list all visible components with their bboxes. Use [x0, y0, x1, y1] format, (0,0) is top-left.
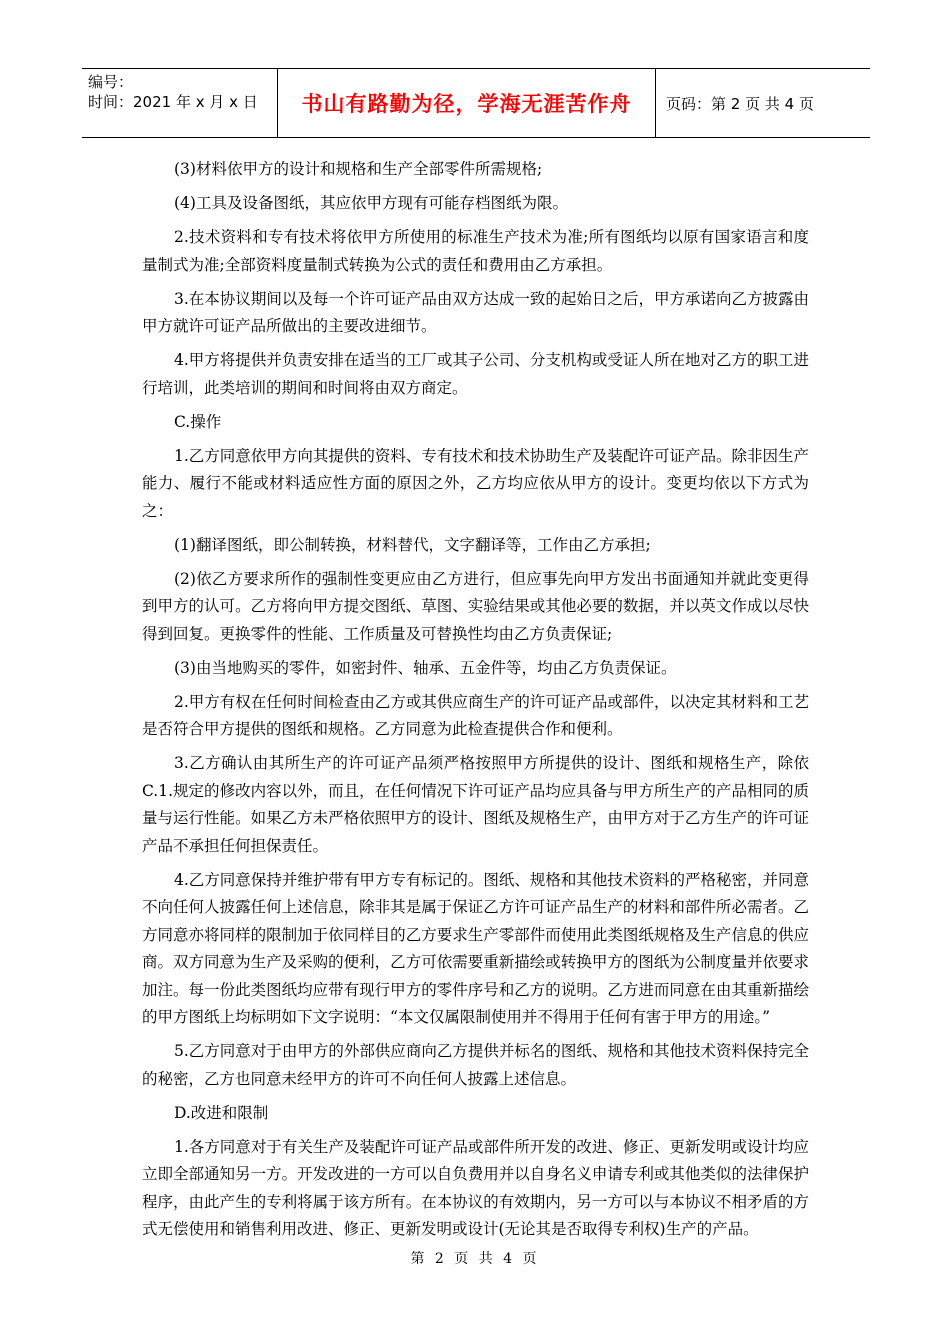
paragraph: 1.乙方同意依甲方向其提供的资料、专有技术和技术协助生产及装配许可证产品。除非因生产能力、履行不能或材料适应性方面的原因之外，乙方均应依从甲方的设计。变更均依以下方式为之：: [142, 446, 809, 520]
paragraph: (1)翻译图纸，即公制转换，材料替代，文字翻译等，工作由乙方承担;: [174, 535, 651, 554]
paragraph: (2)依乙方要求所作的强制性变更应由乙方进行，但应事先向甲方发出书面通知并就此变更得到甲方的认可。乙方将向甲方提交图纸、草图、实验结果或其他必要的数据，并以英文作成以尽快得到回复。更换零件的性能、工作质量及可替换性均由乙方负责保证;: [142, 569, 809, 643]
paragraph: 5.乙方同意对于由甲方的外部供应商向乙方提供并标名的图纸、规格和其他技术资料保持完全的秘密，乙方也同意未经甲方的许可不向任何人披露上述信息。: [142, 1042, 809, 1088]
document-date-label: 时间：2021 年 x 月 x 日: [88, 93, 258, 111]
paragraph: 3.乙方确认由其所生产的许可证产品须严格按照甲方所提供的设计、图纸和规格生产，除依C.1.规定的修改内容以外，而且，在任何情况下许可证产品均应具备与甲方所生产的产品相同的质量与运行性能。如果乙方未严格依照甲方的设计、图纸及规格生产，由甲方对于乙方生产的许可证产品不承担任何担保责任。: [142, 754, 809, 855]
page-footer: 第 2 页 共 4 页: [410, 1251, 540, 1267]
page-header: [82, 68, 870, 138]
header-page-number: 页码：第 2 页 共 4 页: [666, 94, 814, 113]
paragraph: (3)由当地购买的零件，如密封件、轴承、五金件等，均由乙方负责保证。: [174, 658, 677, 677]
document-body: [142, 156, 809, 1250]
paragraph: 2.技术资料和专有技术将依甲方所使用的标准生产技术为准;所有图纸均以原有国家语言和度量制式为准;全部资料度量制式转换为公式的责任和费用由乙方承担。: [142, 228, 809, 274]
header-info-cell: [82, 69, 278, 137]
section-heading: C.操作: [174, 412, 222, 431]
paragraph: 4.乙方同意保持并维护带有甲方专有标记的。图纸、规格和其他技术资料的严格秘密，并同意不向任何人披露任何上述信息，除非其是属于保证乙方许可证产品生产的材料和部件所必需者。乙方同意亦将同样的限制加于依同样目的乙方要求生产零部件而使用此类图纸规格及生产信息的供应商。双方同意为生产及采购的便利，乙方可依需要重新描绘或转换甲方的图纸为公制度量并依要求加注。每一份此类图纸均应带有现行甲方的零件序号和乙方的说明。乙方进而同意在由其重新描绘的甲方图纸上均标明如下文字说明：“本文仅属限制使用并不得用于任何有害于甲方的用途。”: [142, 870, 809, 1026]
header-page-cell: [656, 69, 870, 137]
paragraph: 2.甲方有权在任何时间检查由乙方或其供应商生产的许可证产品或部件，以决定其材料和工艺是否符合甲方提供的图纸和规格。乙方同意为此检查提供合作和便利。: [142, 692, 809, 738]
document-number-label: 编号：: [88, 73, 134, 91]
section-heading: D.改进和限制: [174, 1103, 269, 1122]
paragraph: 3.在本协议期间以及每一个许可证产品由双方达成一致的起始日之后，甲方承诺向乙方披露由甲方就许可证产品所做出的主要改进细节。: [142, 289, 809, 335]
header-motto: 书山有路勤为径，学海无涯苦作舟: [301, 92, 632, 116]
paragraph: 4.甲方将提供并负责安排在适当的工厂或其子公司、分支机构或受证人所在地对乙方的职工进行培训，此类培训的期间和时间将由双方商定。: [142, 351, 809, 397]
paragraph: (3)材料依甲方的设计和规格和生产全部零件所需规格;: [174, 160, 543, 178]
paragraph: 1.各方同意对于有关生产及装配许可证产品或部件所开发的改进、修正、更新发明或设计均应立即全部通知另一方。开发改进的一方可以自负费用并以自身名义申请专利或其他类似的法律保护程序，由此产生的专利将属于该方所有。在本协议的有效期内，另一方可以与本协议不相矛盾的方式无偿使用和销售利用改进、修正、更新发明或设计(无论其是否取得专利权)生产的产品。: [142, 1137, 809, 1238]
paragraph: (4)工具及设备图纸，其应依甲方现有可能存档图纸为限。: [174, 194, 568, 212]
header-motto-cell: [278, 69, 656, 137]
